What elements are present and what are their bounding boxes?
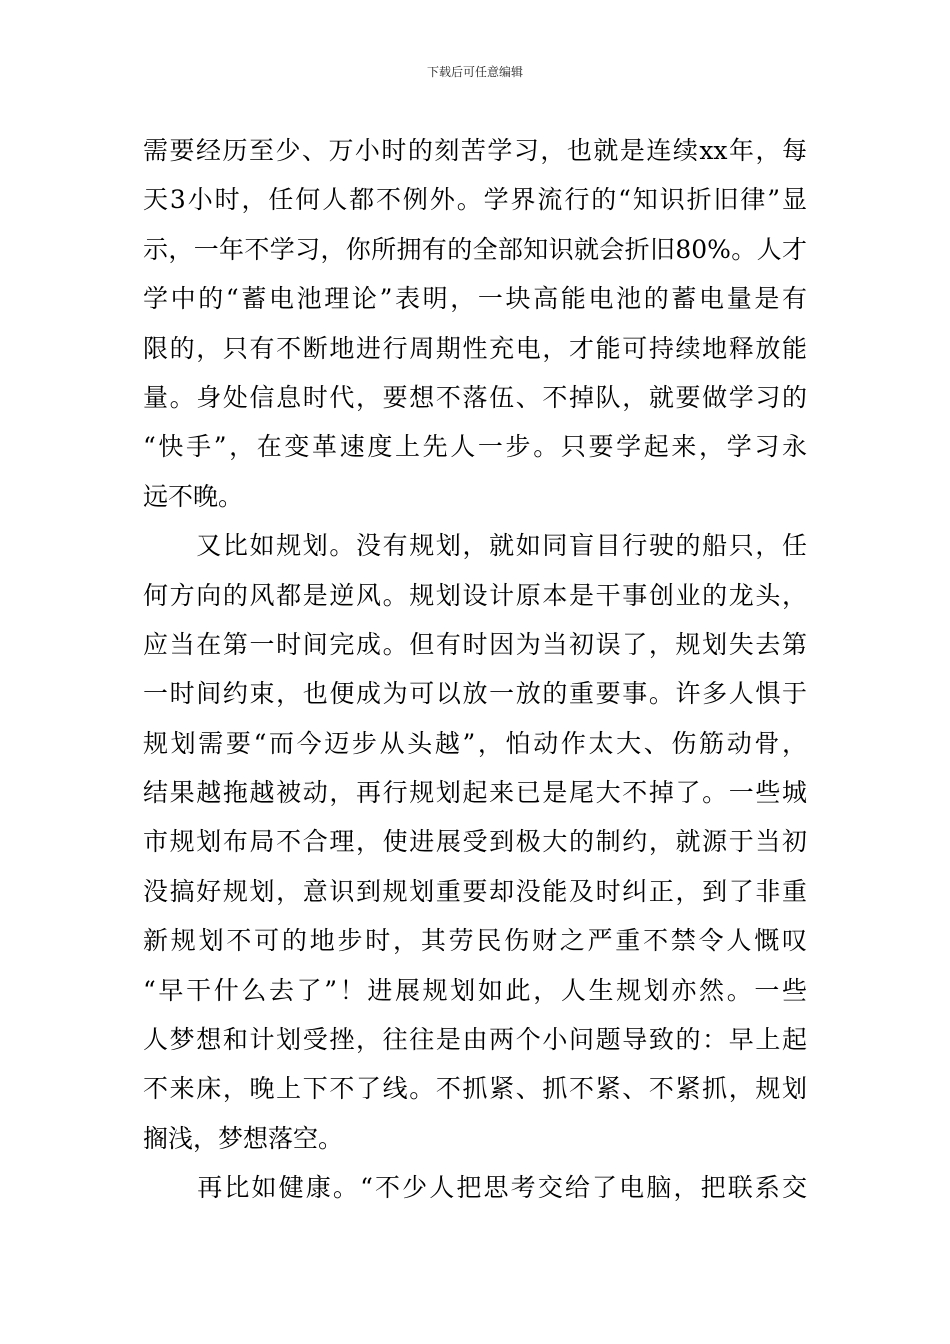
document-body bbox=[143, 126, 807, 1213]
text-line: 搁浅，梦想落空。 bbox=[143, 1123, 344, 1153]
text-line: 不来床，晚上下不了线。不抓紧、抓不紧、不紧抓，规划 bbox=[143, 1074, 807, 1104]
text-line: 示，一年不学习，你所拥有的全部知识就会折旧80%。人才 bbox=[143, 234, 807, 264]
text-line: 天3小时，任何人都不例外。学界流行的“知识折旧律”显 bbox=[143, 185, 807, 215]
text-line: 学中的“蓄电池理论”表明，一块高能电池的蓄电量是有 bbox=[143, 284, 807, 314]
text-line: 何方向的风都是逆风。规划设计原本是干事创业的龙头， bbox=[143, 580, 807, 610]
text-line: 限的，只有不断地进行周期性充电，才能可持续地释放能 bbox=[143, 333, 807, 363]
text-line: 新规划不可的地步时，其劳民伤财之严重不禁令人慨叹 bbox=[143, 926, 807, 956]
text-line: “快手”，在变革速度上先人一步。只要学起来，学习永 bbox=[143, 432, 807, 462]
page-header-note: 下载后可任意编辑 bbox=[426, 65, 523, 79]
text-line: 规划需要“而今迈步从头越”，怕动作太大、伤筋动骨， bbox=[143, 728, 807, 758]
text-line: 结果越拖越被动，再行规划起来已是尾大不掉了。一些城 bbox=[143, 778, 807, 808]
text-line: 再比如健康。“不少人把思考交给了电脑，把联系交 bbox=[143, 1173, 807, 1203]
text-line: 市规划布局不合理，使进展受到极大的制约，就源于当初 bbox=[143, 827, 807, 857]
text-line: 需要经历至少、万小时的刻苦学习，也就是连续xx年，每 bbox=[143, 136, 807, 165]
text-line: 远不晚。 bbox=[143, 481, 244, 511]
text-line: 量。身处信息时代，要想不落伍、不掉队，就要做学习的 bbox=[143, 382, 807, 412]
text-line: 一时间约束，也便成为可以放一放的重要事。许多人惧于 bbox=[143, 679, 807, 709]
text-line: 又比如规划。没有规划，就如同盲目行驶的船只，任 bbox=[143, 531, 807, 561]
text-line: “早干什么去了”！进展规划如此，人生规划亦然。一些 bbox=[143, 975, 807, 1005]
text-line: 人梦想和计划受挫，往往是由两个小问题导致的：早上起 bbox=[143, 1025, 807, 1055]
text-line: 没搞好规划，意识到规划重要却没能及时纠正，到了非重 bbox=[143, 876, 807, 906]
text-line: 应当在第一时间完成。但有时因为当初误了，规划失去第 bbox=[143, 629, 807, 659]
